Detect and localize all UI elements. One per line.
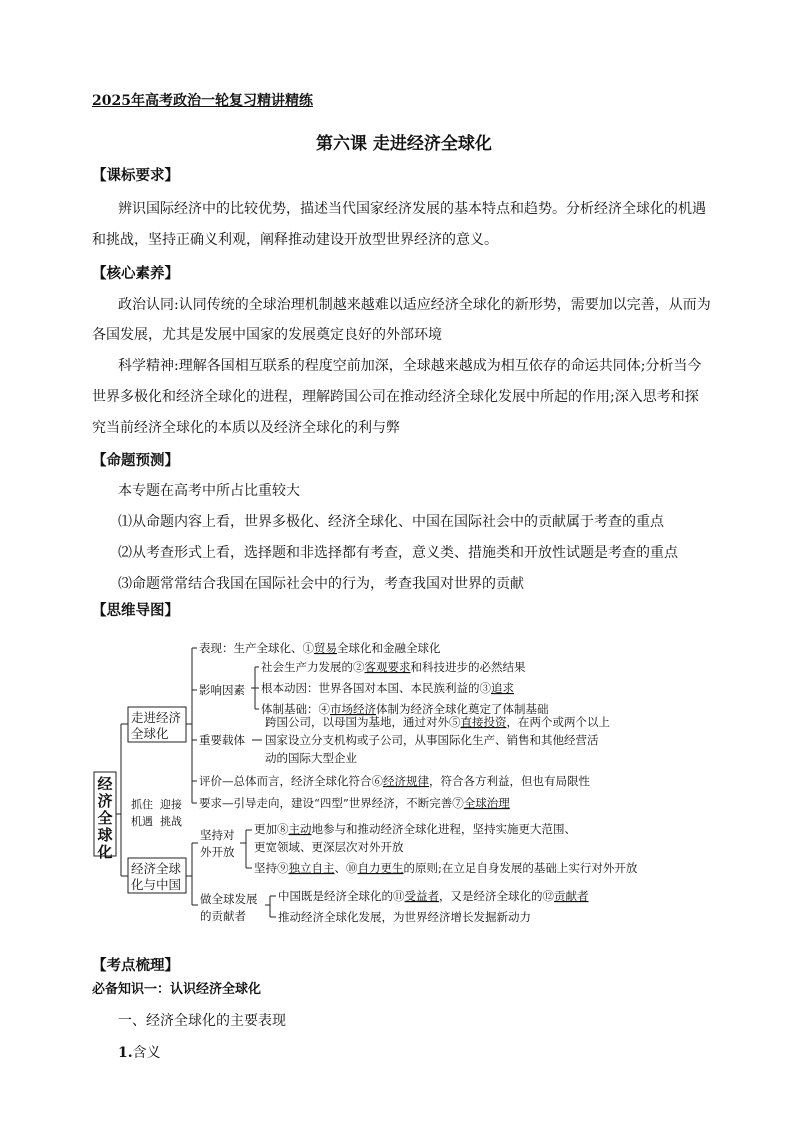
mindmap-node1-line1: 走进经济: [131, 710, 182, 725]
mindmap-meet-1: 迎接: [160, 798, 182, 811]
mindmap-root-char-2: 济: [97, 792, 113, 810]
mindmap-b4: 评价—总体而言，经济全球化符合⑥经济规律，符合各方利益，但也有局限性: [199, 774, 590, 788]
mindmap-root-char-4: 球: [97, 826, 113, 844]
kebiao-line-1: 辨识国际经济中的比较优势，描述当代国家经济发展的基本特点和趋势。分析经济全球化的机遇: [118, 201, 706, 217]
section-heading-siwei: 【思维导图】: [92, 602, 179, 619]
mindmap-b3-label: 重要载体: [199, 733, 245, 747]
kaodian-item-1-text: 含义: [132, 1045, 161, 1061]
bibei-title: 必备知识一：认识经济全球化: [92, 982, 262, 997]
mindmap-root-char-1: 经: [97, 775, 113, 793]
mingti-intro: 本专题在高考中所占比重较大: [118, 483, 300, 499]
mindmap-b2-label: 影响因素: [199, 683, 245, 697]
mindmap-b2-s2: 根本动因：世界各国对本国、本民族利益的③追求: [261, 681, 514, 695]
mindmap-node2-line2: 化与中国: [131, 877, 182, 892]
mindmap-c1-s1: 更加⑧主动地参与和推动经济全球化进程，坚持实施更大范围、: [254, 822, 576, 836]
hexin-p2-line-3: 究当前经济全球化的本质以及经济全球化的利与弊: [92, 420, 400, 436]
mindmap-b3-l2: 国家设立分支机构或子公司，从事国际化生产、销售和其他经营活: [265, 733, 599, 747]
mindmap-root-char-3: 全: [97, 809, 113, 827]
mingti-item-3: ⑶命题常常结合我国在国际社会中的行为，考查我国对世界的贡献: [118, 576, 524, 592]
section-heading-kebiao: 【课标要求】: [92, 167, 179, 184]
mindmap-b3-l1: 跨国公司，以母国为基地，通过对外⑤直接投资，在两个或两个以上: [265, 715, 610, 729]
lesson-title: 第六课 走进经济全球化: [316, 134, 492, 154]
mindmap-c1-label-2: 外开放: [200, 845, 235, 859]
hexin-p2-line-1: 科学精神:理解各国相互联系的程度空前加深，全球越来越成为相互依存的命运共同体;分析当今: [118, 358, 702, 374]
kebiao-line-2: 和挑战，坚持正确义利观，阐释推动建设开放型世界经济的意义。: [92, 232, 498, 248]
section-heading-mingti: 【命题预测】: [92, 452, 179, 469]
section-heading-kaodian: 【考点梳理】: [92, 957, 179, 974]
mindmap-b3-l3: 动的国际大型企业: [265, 751, 357, 765]
mindmap-c2-label-2: 的贡献者: [200, 909, 246, 923]
mindmap-b2-s1: 社会生产力发展的②客观要求和科技进步的必然结果: [261, 660, 526, 674]
mindmap-grasp-1: 抓住: [131, 798, 153, 811]
hexin-p2-line-2: 世界多极化和经济全球化的进程，理解跨国公司在推动经济全球化发展中所起的作用;深入思考和探: [92, 389, 699, 405]
hexin-p1-line-2: 各国发展，尤其是发展中国家的发展奠定良好的外部环境: [92, 327, 442, 343]
mindmap-b2-s3: 体制基础：④市场经济体制为经济全球化奠定了体制基础: [261, 702, 549, 716]
mindmap-c2-s1: 中国既是经济全球化的⑪受益者，又是经济全球化的⑫贡献者: [278, 889, 589, 903]
section-heading-hexin: 【核心素养】: [92, 265, 179, 282]
mingti-item-1: ⑴从命题内容上看，世界多极化、经济全球化、中国在国际社会中的贡献属于考查的重点: [118, 514, 664, 530]
mingti-item-2: ⑵从考查形式上看，选择题和非选择都有考查，意义类、措施类和开放性试题是考查的重点: [118, 545, 678, 561]
kaodian-heading-1: 一、经济全球化的主要表现: [118, 1013, 286, 1029]
mindmap-root-char-5: 化: [97, 843, 113, 861]
mindmap-grasp-2: 机遇: [131, 815, 153, 828]
mindmap-node1-line2: 全球化: [131, 726, 169, 741]
mindmap-b5: 要求—引导走向，建设“四型”世界经济，不断完善⑦全球治理: [199, 796, 510, 810]
mindmap-c1-s2: 坚持⑨独立自主、⑩自力更生的原则;在立足自身发展的基础上实行对外开放: [254, 861, 638, 875]
hexin-p1-line-1: 政治认同:认同传统的全球治理机制越来越难以适应经济全球化的新形势，需要加以完善，从而为: [118, 297, 711, 313]
mindmap-b1: 表现：生产全球化、①贸易全球化和金融全球化: [199, 641, 441, 655]
document-series-title: 2025年高考政治一轮复习精讲精练: [92, 93, 313, 109]
mindmap-meet-2: 挑战: [160, 815, 182, 828]
mindmap-c2-label-1: 做全球发展: [200, 892, 258, 906]
mindmap-node2-line1: 经济全球: [131, 861, 182, 876]
mindmap-c2-s2: 推动经济全球化发展，为世界经济增长发掘新动力: [278, 910, 531, 924]
mindmap-c1-s1-line2: 更宽领域、更深层次对外开放: [254, 840, 404, 854]
mindmap-c1-label-1: 坚持对: [200, 828, 235, 842]
kaodian-item-1-num: 1.: [118, 1045, 133, 1061]
kaodian-item-1: [118, 1042, 161, 1062]
